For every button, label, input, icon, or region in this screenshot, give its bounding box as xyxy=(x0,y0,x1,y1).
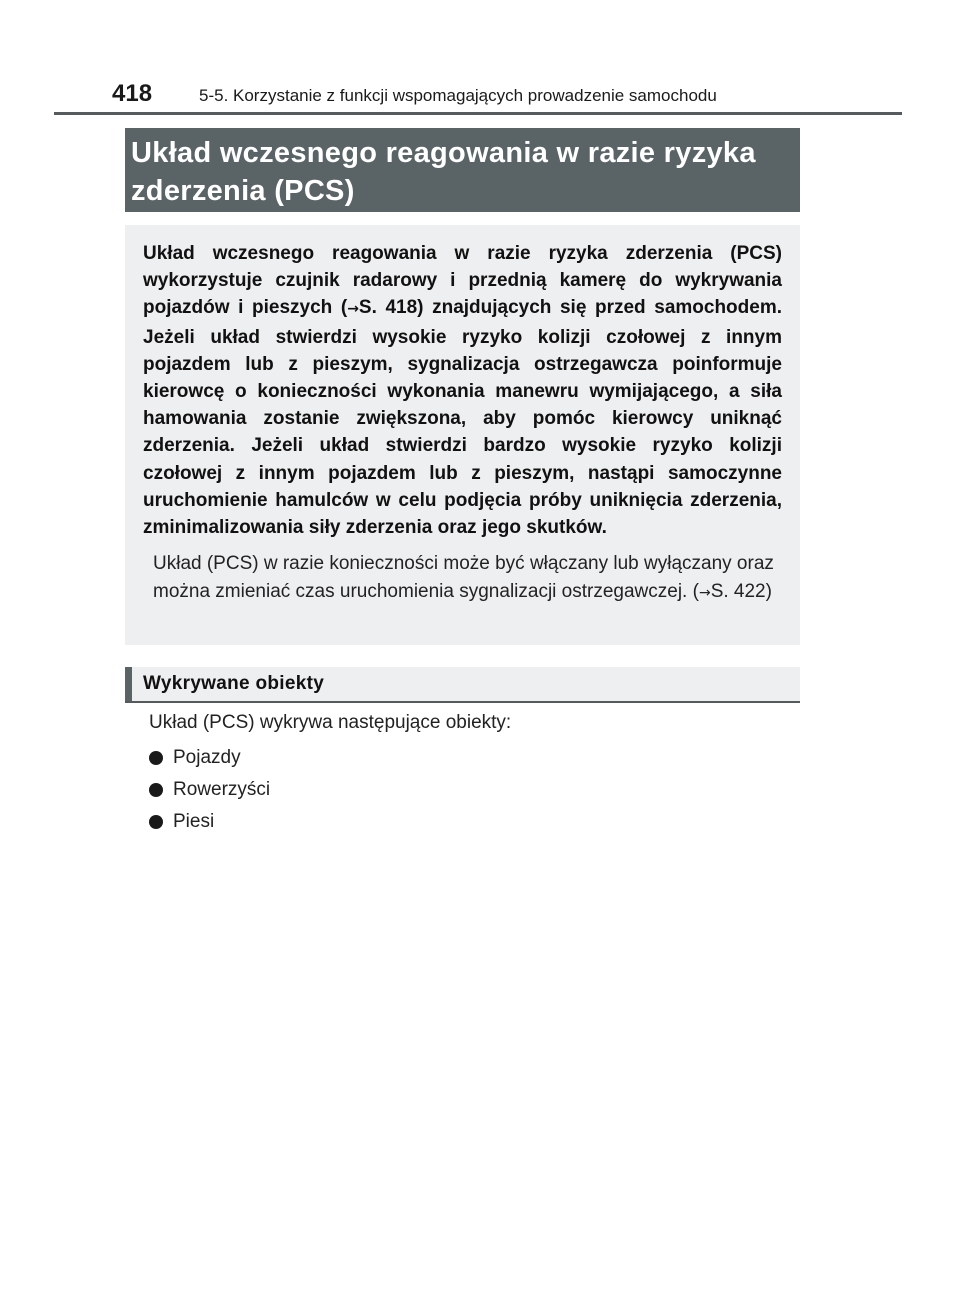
page-reference-link[interactable]: S. 422 xyxy=(710,580,766,602)
page-number: 418 xyxy=(112,80,153,107)
section-accent-bar xyxy=(125,667,132,701)
intro-paragraph xyxy=(143,240,782,541)
section-title-box xyxy=(125,128,800,212)
page-title: Układ wczesnego reagowania w razie ryzyka zderzenia (PCS) xyxy=(131,137,756,207)
subsection-header xyxy=(125,667,800,703)
list-item-label: Rowerzyści xyxy=(173,779,271,800)
list-item xyxy=(149,742,270,774)
page-header xyxy=(112,80,902,116)
bullet-icon xyxy=(149,751,163,765)
bullet-icon xyxy=(149,783,163,797)
arrow-icon: → xyxy=(347,301,359,318)
bullet-icon xyxy=(149,815,163,829)
note-text-part1: Układ (PCS) w razie konieczności może być włączany lub wyłączany oraz można zmieniać czas uruchomienia sygnalizacji ostrzegawczej. ( xyxy=(153,553,774,602)
intro-box xyxy=(125,225,800,645)
chapter-title: 5-5. Korzystanie z funkcji wspomagających prowadzenie samochodu xyxy=(199,86,717,105)
header-rule xyxy=(54,112,902,115)
detected-objects-intro: Układ (PCS) wykrywa następujące obiekty: xyxy=(149,712,512,733)
detected-objects-list xyxy=(149,742,270,838)
list-item-label: Piesi xyxy=(173,811,215,832)
list-item xyxy=(149,774,270,806)
list-item xyxy=(149,806,270,838)
page-reference-link[interactable]: S. 418 xyxy=(358,297,418,319)
subsection-title: Wykrywane obiekty xyxy=(143,673,325,694)
intro-note xyxy=(153,550,782,607)
intro-text-part1: Układ wczesnego reagowania w razie ryzyka zderzenia (PCS) wykorzystuje czujnik radarowy i przednią kamerę do wykrywania pojazdów i pieszych ( xyxy=(143,243,782,319)
arrow-icon: → xyxy=(698,584,711,601)
list-item-label: Pojazdy xyxy=(173,747,241,768)
intro-text-part2: ) znajdujących się przed samochodem. Jeżeli układ stwierdzi wysokie ryzyko kolizji czołowej z innym pojazdem lub z pieszym, sygnalizacja ostrzegawcza poinformuje kierowcę o konieczności wykonania manewru wymijającego, a siła hamowania zostanie zwiększona, aby pomóc kierowcy uniknąć zderzenia. Jeżeli układ stwierdzi bardzo wysokie ryzyko kolizji czołowej z innym pojazdem lub z pieszym, nastąpi samoczynne uruchomienie hamulców w celu podjęcia próby uniknięcia zderzenia, zminimalizowania siły zderzenia oraz jego skutków. xyxy=(143,297,783,539)
note-text-part2: ) xyxy=(765,580,772,602)
